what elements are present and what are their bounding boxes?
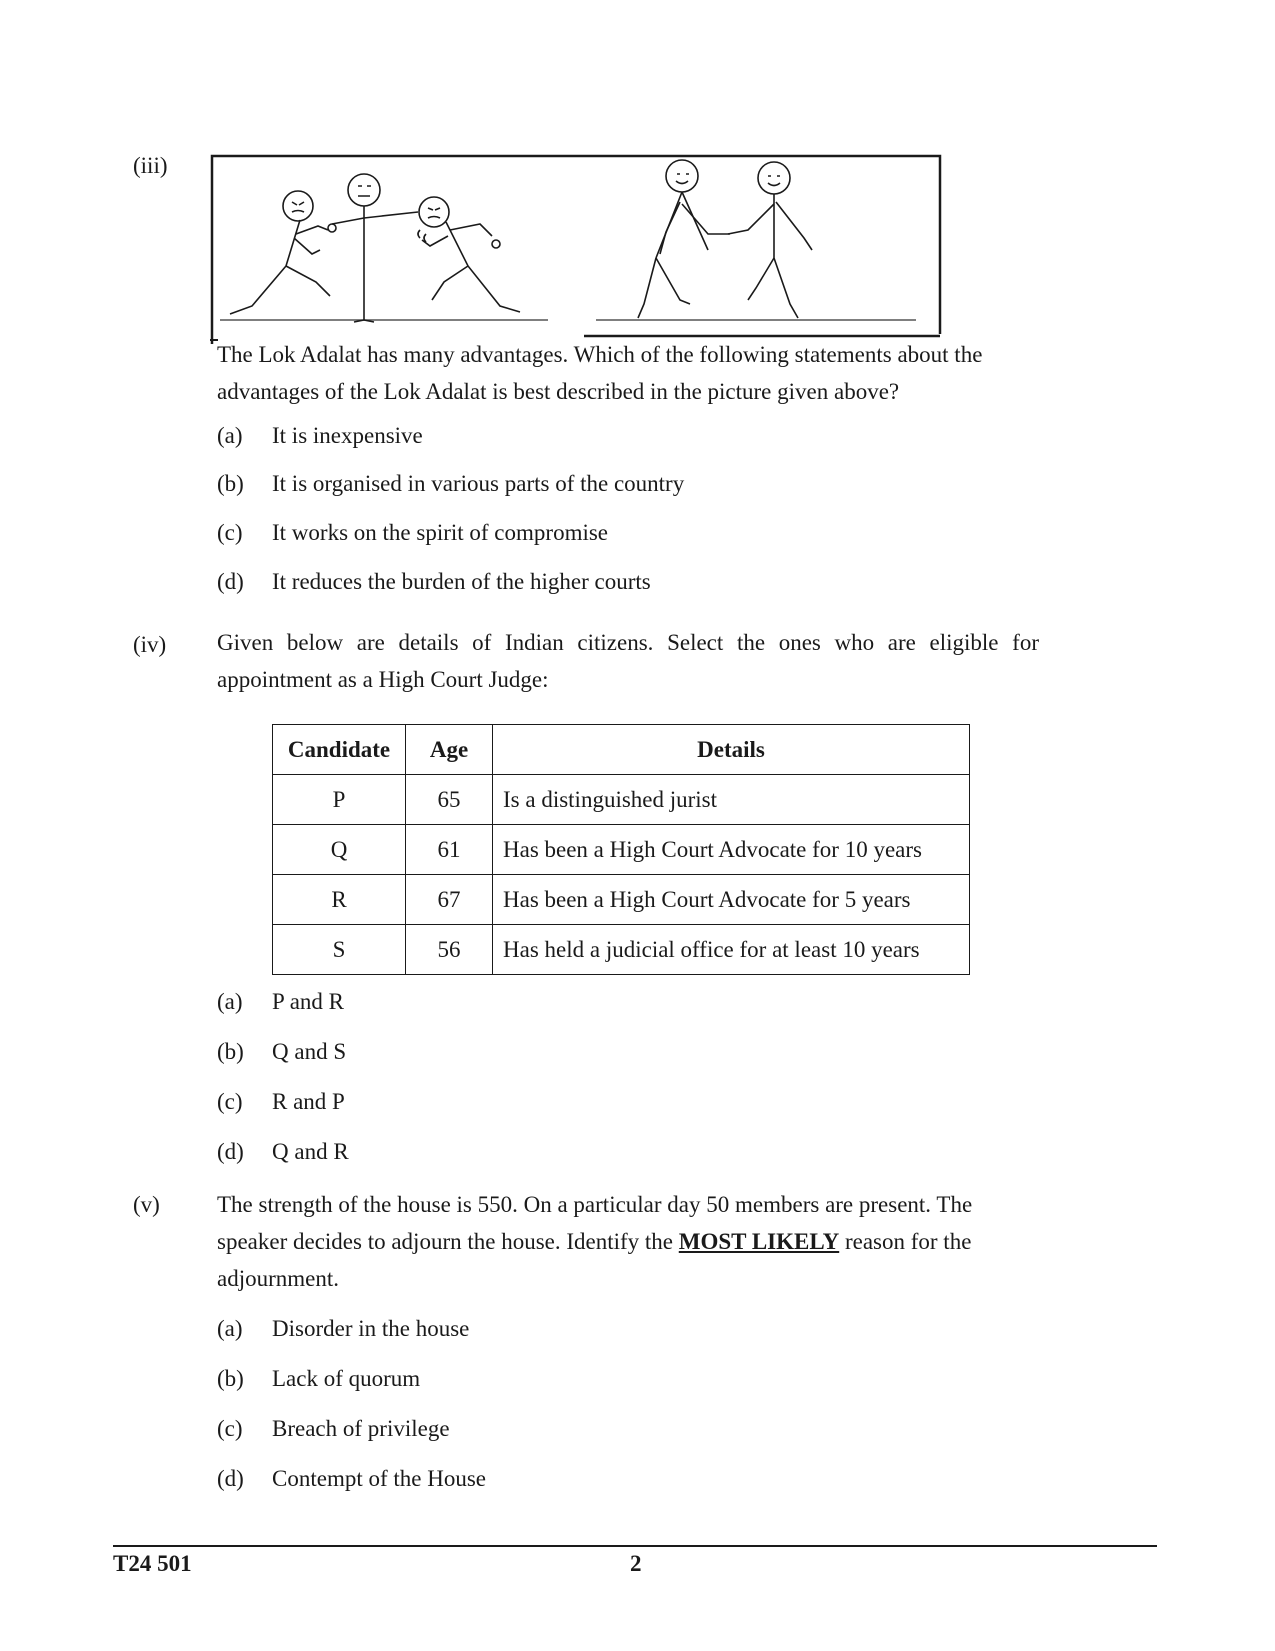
header-age: Age	[406, 725, 493, 775]
option-text: It reduces the burden of the higher courts	[272, 569, 651, 594]
footer-divider	[113, 1545, 1157, 1547]
option-text: Contempt of the House	[272, 1466, 486, 1491]
cell-details: Is a distinguished jurist	[493, 775, 970, 825]
cell-candidate: S	[273, 925, 406, 975]
cell-age: 67	[406, 875, 493, 925]
page-number: 2	[630, 1551, 642, 1576]
lok-adalat-illustration	[208, 154, 944, 344]
most-likely-emphasis: MOST LIKELY	[678, 1229, 840, 1254]
option-text: P and R	[272, 989, 344, 1014]
cell-candidate: P	[273, 775, 406, 825]
option-label: (a)	[217, 989, 243, 1014]
option-label: (c)	[217, 1416, 243, 1441]
option-iv-d	[217, 1137, 349, 1167]
option-text: Breach of privilege	[272, 1416, 450, 1441]
option-text: It is inexpensive	[272, 423, 423, 448]
question-number-iv: (iv)	[133, 632, 167, 657]
option-text: Disorder in the house	[272, 1316, 470, 1341]
option-text: It works on the spirit of compromise	[272, 520, 609, 545]
cell-age: 61	[406, 825, 493, 875]
option-text: Q and S	[272, 1039, 347, 1064]
option-text: R and P	[272, 1089, 345, 1114]
header-details: Details	[493, 725, 970, 775]
cell-details: Has been a High Court Advocate for 5 years	[493, 875, 970, 925]
option-label: (b)	[217, 1039, 244, 1064]
option-label: (d)	[217, 1139, 244, 1164]
option-iii-c	[217, 518, 608, 548]
option-text: It is organised in various parts of the country	[272, 471, 685, 496]
option-label: (b)	[217, 1366, 244, 1391]
question-v-stem-start: The strength of the house is 550. On a particular day 50 members are present. The speaker decides to adjourn the house. Identify the	[217, 1192, 973, 1254]
option-v-a	[217, 1314, 469, 1344]
option-iv-b	[217, 1037, 346, 1067]
cell-age: 65	[406, 775, 493, 825]
cell-details: Has been a High Court Advocate for 10 years	[493, 825, 970, 875]
option-label: (d)	[217, 1466, 244, 1491]
cell-details: Has held a judicial office for at least 10 years	[493, 925, 970, 975]
paper-code: T24 501	[113, 1551, 192, 1576]
fighting-figures	[230, 174, 520, 322]
option-label: (d)	[217, 569, 244, 594]
option-label: (b)	[217, 471, 244, 496]
question-v-stem-end: reason for the adjournment.	[217, 1229, 972, 1291]
header-candidate: Candidate	[273, 725, 406, 775]
option-iii-a	[217, 421, 423, 451]
option-v-d	[217, 1464, 486, 1494]
cell-candidate: R	[273, 875, 406, 925]
option-iii-b	[217, 469, 684, 499]
option-iii-d	[217, 567, 651, 597]
cell-candidate: Q	[273, 825, 406, 875]
question-number-iii: (iii)	[133, 153, 168, 178]
table-row	[273, 875, 970, 925]
question-number-v: (v)	[133, 1192, 160, 1217]
option-iv-c	[217, 1087, 345, 1117]
option-v-b	[217, 1364, 420, 1394]
option-label: (c)	[217, 520, 243, 545]
option-label: (a)	[217, 1316, 243, 1341]
option-label: (c)	[217, 1089, 243, 1114]
question-v-stem	[217, 1186, 1039, 1297]
option-text: Q and R	[272, 1139, 349, 1164]
candidates-table	[272, 724, 970, 975]
question-iv-stem-line2: appointment as a High Court Judge:	[217, 667, 549, 692]
question-iv-stem-line1: Given below are details of Indian citizens. Select the ones who are eligible for	[217, 630, 1039, 655]
option-text: Lack of quorum	[272, 1366, 421, 1391]
option-v-c	[217, 1414, 450, 1444]
table-row	[273, 775, 970, 825]
table-header-row	[273, 725, 970, 775]
question-iii-stem: The Lok Adalat has many advantages. Which of the following statements about the advantages of the Lok Adalat is best described in the picture given above?	[217, 342, 983, 404]
cell-age: 56	[406, 925, 493, 975]
table-row	[273, 825, 970, 875]
handshake-figures	[638, 160, 812, 318]
option-label: (a)	[217, 423, 243, 448]
option-iv-a	[217, 987, 344, 1017]
table-row	[273, 925, 970, 975]
